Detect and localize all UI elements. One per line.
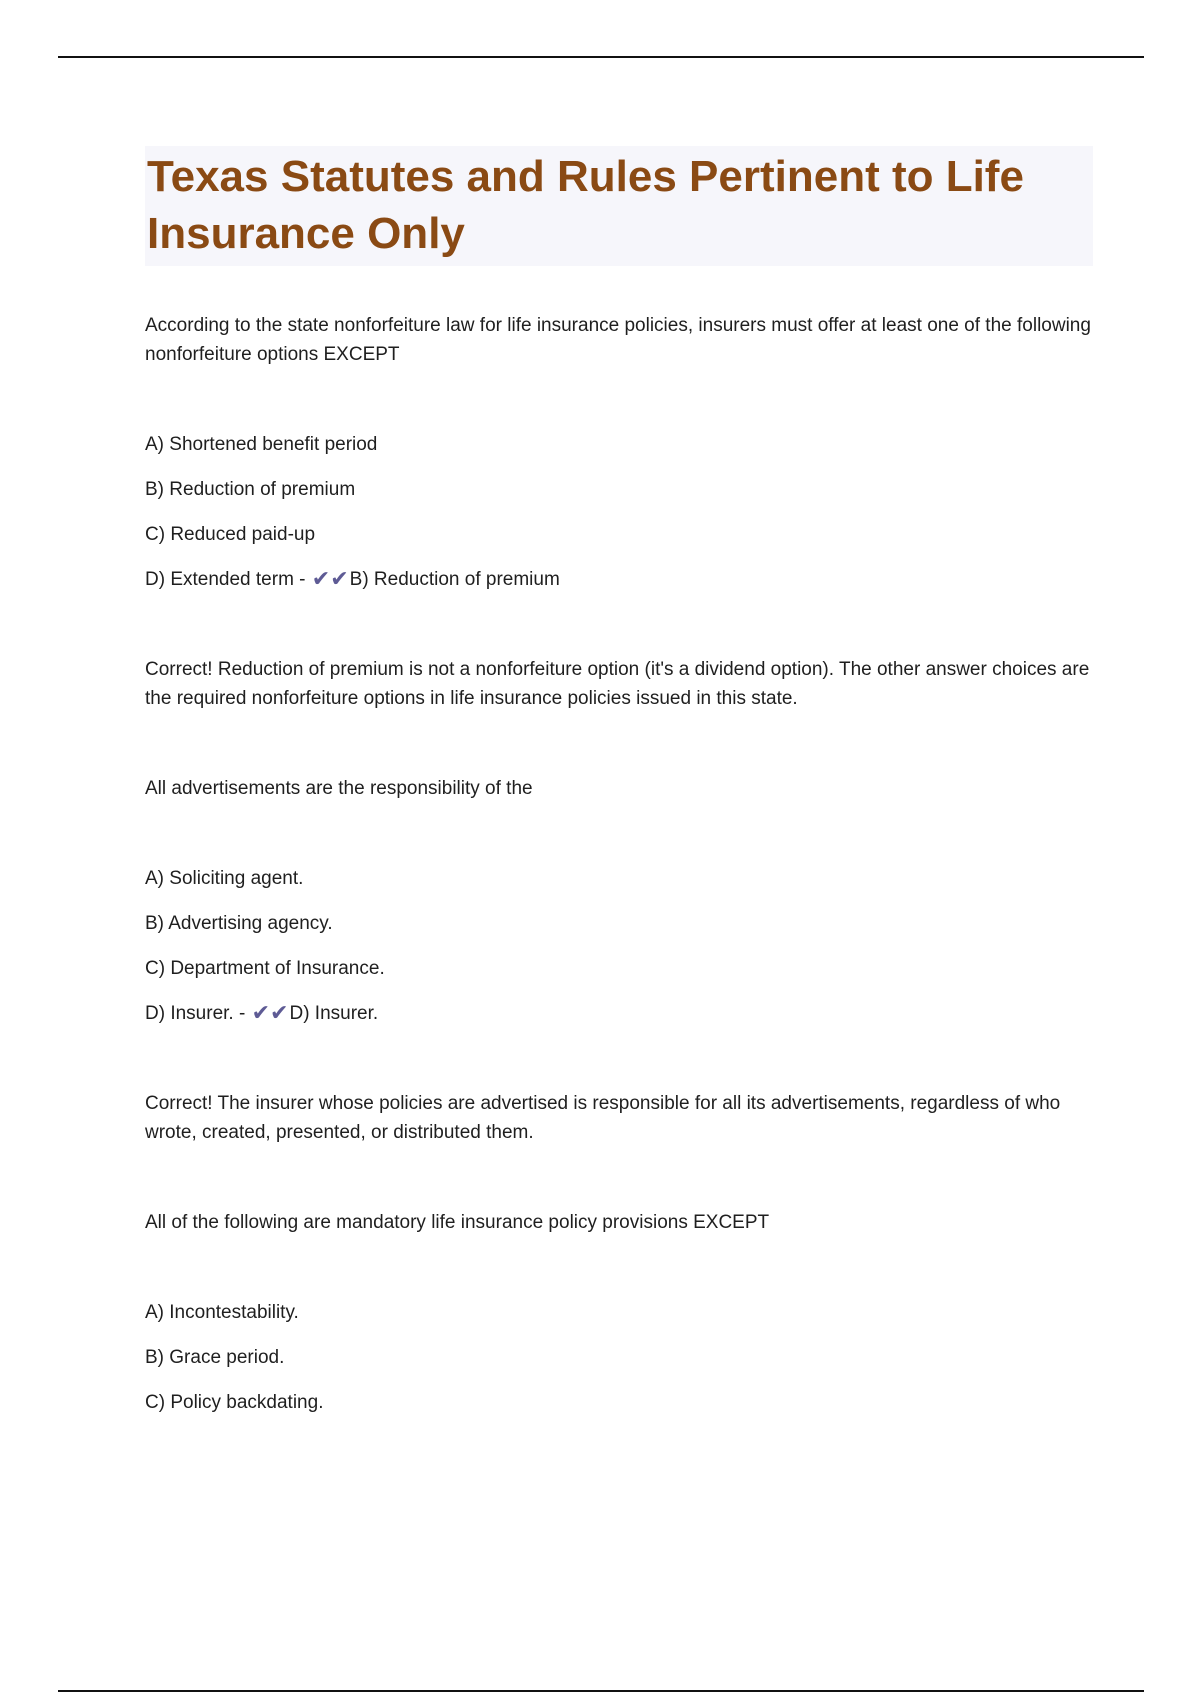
document-title: Texas Statutes and Rules Pertinent to Life Insurance Only: [147, 152, 1024, 258]
option-1a: A) Shortened benefit period: [145, 434, 378, 455]
option-2c: C) Department of Insurance.: [145, 958, 385, 979]
option-3b: B) Grace period.: [145, 1347, 285, 1368]
answer-2: D) Insurer.: [289, 1003, 379, 1024]
title-block: [145, 146, 1093, 266]
bottom-rule: [58, 1690, 1144, 1692]
explanation-1: Correct! Reduction of premium is not a nonforfeiture option (it's a dividend option). The other answer choices are the required nonforfeiture options in life insurance policies issued in this state.: [145, 659, 1090, 709]
explanation-2: Correct! The insurer whose policies are advertised is responsible for all its advertisements, regardless of who wrote, created, presented, or distributed them.: [145, 1093, 1061, 1143]
double-check-icon: ✔✔: [251, 1001, 289, 1026]
option-2a: A) Soliciting agent.: [145, 868, 304, 889]
option-1c: C) Reduced paid-up: [145, 524, 316, 545]
question-block-2: [145, 774, 1093, 1147]
option-1d-label: D) Extended term -: [145, 569, 306, 590]
question-text-3: All of the following are mandatory life insurance policy provisions EXCEPT: [145, 1212, 770, 1233]
question-text-1: According to the state nonforfeiture law for life insurance policies, insurers must offer at least one of the following nonforfeiture options EXCEPT: [145, 315, 1091, 365]
answer-1: B) Reduction of premium: [349, 569, 560, 590]
options-list-1: [145, 430, 1093, 594]
question-text-2: All advertisements are the responsibility of the: [145, 778, 533, 799]
double-check-icon: ✔✔: [311, 567, 349, 592]
option-1b: B) Reduction of premium: [145, 479, 356, 500]
option-3c: C) Policy backdating.: [145, 1392, 324, 1413]
question-block-1: [145, 311, 1093, 713]
document-body: [145, 146, 1093, 1417]
options-list-2: [145, 864, 1093, 1028]
question-block-3: [145, 1208, 1093, 1417]
option-1d: [145, 565, 1093, 594]
top-rule: [58, 56, 1144, 58]
option-2d-label: D) Insurer. -: [145, 1003, 246, 1024]
option-2d: [145, 999, 1093, 1028]
option-2b: B) Advertising agency.: [145, 913, 333, 934]
option-3a: A) Incontestability.: [145, 1302, 299, 1323]
options-list-3: [145, 1298, 1093, 1417]
